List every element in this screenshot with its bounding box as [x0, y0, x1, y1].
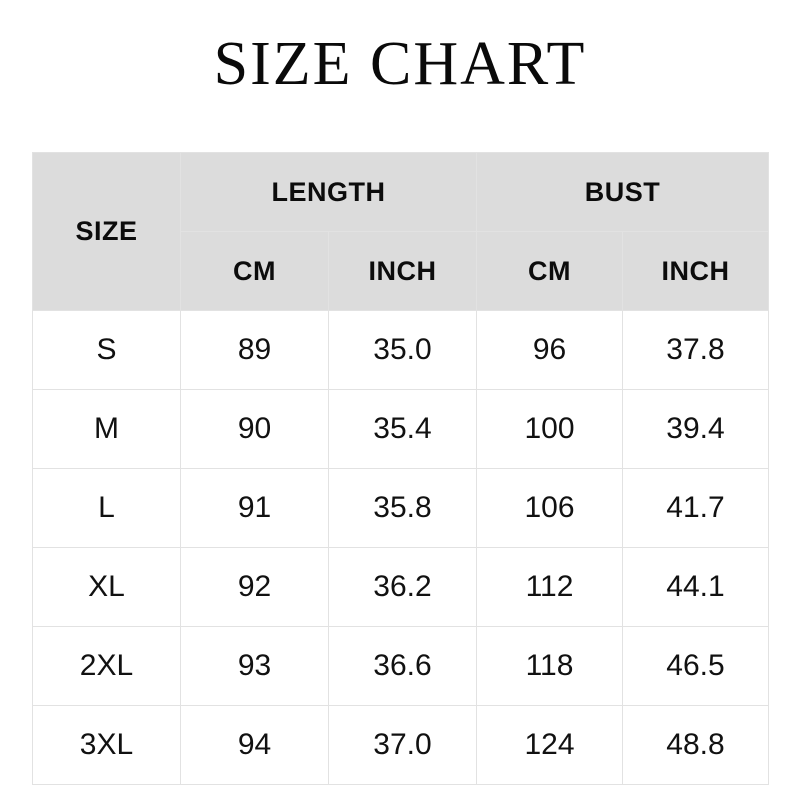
cell-bust-inch: 37.8 — [623, 311, 769, 390]
header-length-inch: INCH — [329, 232, 477, 311]
cell-length-inch: 36.2 — [329, 548, 477, 627]
cell-bust-inch: 46.5 — [623, 627, 769, 706]
table-row — [33, 390, 769, 469]
table-header — [33, 153, 769, 311]
header-bust: BUST — [477, 153, 769, 232]
cell-length-cm: 89 — [181, 311, 329, 390]
table-row — [33, 548, 769, 627]
cell-length-inch: 37.0 — [329, 706, 477, 785]
header-size: SIZE — [33, 153, 181, 311]
cell-size: 3XL — [33, 706, 181, 785]
cell-bust-cm: 118 — [477, 627, 623, 706]
table-row — [33, 706, 769, 785]
cell-length-cm: 93 — [181, 627, 329, 706]
cell-size: M — [33, 390, 181, 469]
table-row — [33, 627, 769, 706]
cell-size: L — [33, 469, 181, 548]
table-body — [33, 311, 769, 785]
header-row-groups — [33, 153, 769, 232]
table-row — [33, 311, 769, 390]
header-length-cm: CM — [181, 232, 329, 311]
cell-bust-cm: 124 — [477, 706, 623, 785]
cell-bust-inch: 44.1 — [623, 548, 769, 627]
cell-length-inch: 35.8 — [329, 469, 477, 548]
cell-size: XL — [33, 548, 181, 627]
cell-length-inch: 36.6 — [329, 627, 477, 706]
cell-size: 2XL — [33, 627, 181, 706]
cell-length-inch: 35.0 — [329, 311, 477, 390]
size-chart-table-wrapper — [32, 152, 768, 785]
cell-length-inch: 35.4 — [329, 390, 477, 469]
cell-bust-cm: 112 — [477, 548, 623, 627]
cell-bust-inch: 48.8 — [623, 706, 769, 785]
cell-bust-cm: 106 — [477, 469, 623, 548]
cell-length-cm: 91 — [181, 469, 329, 548]
cell-bust-cm: 96 — [477, 311, 623, 390]
size-chart-table — [32, 152, 769, 785]
cell-length-cm: 90 — [181, 390, 329, 469]
cell-bust-cm: 100 — [477, 390, 623, 469]
cell-bust-inch: 41.7 — [623, 469, 769, 548]
header-bust-cm: CM — [477, 232, 623, 311]
cell-size: S — [33, 311, 181, 390]
table-row — [33, 469, 769, 548]
header-length: LENGTH — [181, 153, 477, 232]
cell-length-cm: 94 — [181, 706, 329, 785]
page-title: SIZE CHART — [213, 30, 587, 98]
cell-length-cm: 92 — [181, 548, 329, 627]
header-bust-inch: INCH — [623, 232, 769, 311]
cell-bust-inch: 39.4 — [623, 390, 769, 469]
